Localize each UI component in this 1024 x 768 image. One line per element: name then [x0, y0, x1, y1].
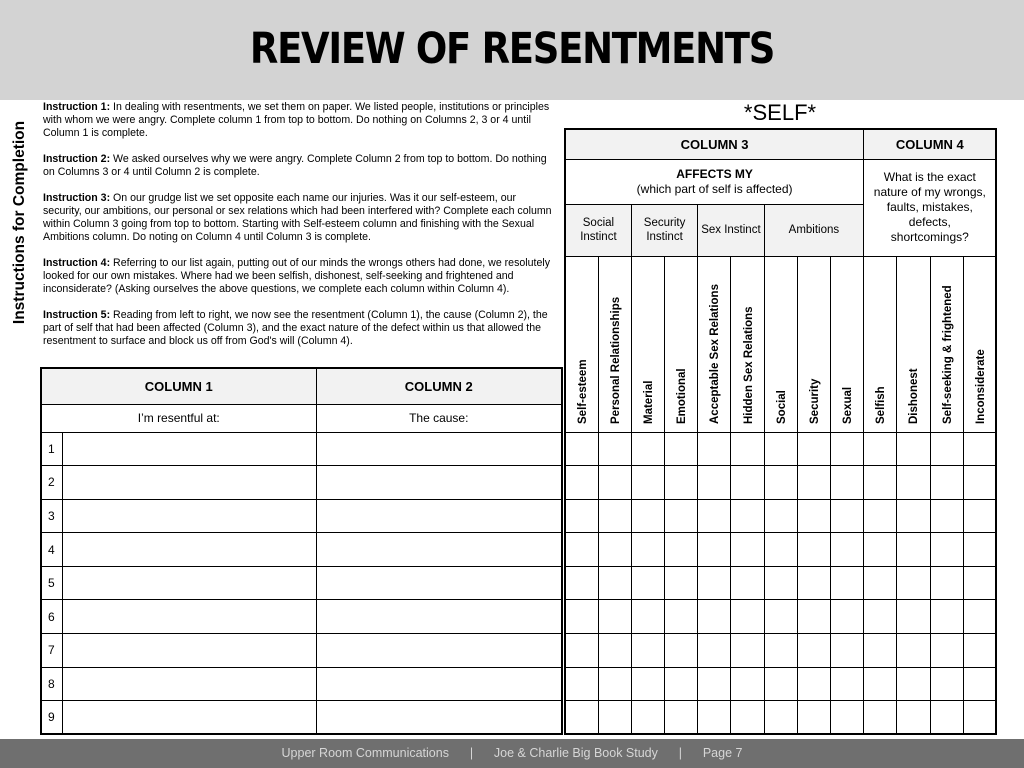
cause-cell[interactable]	[316, 701, 562, 735]
self-row	[565, 499, 996, 533]
checkbox-cell[interactable]	[831, 600, 864, 634]
cause-cell[interactable]	[316, 600, 562, 634]
checkbox-cell[interactable]	[797, 466, 830, 500]
checkbox-cell[interactable]	[897, 600, 930, 634]
self-table	[564, 128, 997, 735]
checkbox-cell[interactable]	[665, 499, 698, 533]
checkbox-cell[interactable]	[963, 566, 996, 600]
column-header-security: Security	[797, 256, 830, 432]
checkbox-cell[interactable]	[797, 701, 830, 735]
checkbox-cell[interactable]	[598, 701, 631, 735]
checkbox-cell[interactable]	[764, 566, 797, 600]
checkbox-cell[interactable]	[731, 533, 764, 567]
self-row	[565, 432, 996, 466]
column-header-hidden-sex-relations: Hidden Sex Relations	[731, 256, 764, 432]
checkbox-cell[interactable]	[897, 499, 930, 533]
resentment-cell[interactable]	[62, 466, 316, 500]
checkbox-cell[interactable]	[631, 432, 664, 466]
checkbox-cell[interactable]	[665, 600, 698, 634]
group-security-instinct: Security Instinct	[631, 204, 697, 256]
group-ambitions: Ambitions	[764, 204, 864, 256]
checkbox-cell[interactable]	[930, 566, 963, 600]
checkbox-cell[interactable]	[831, 533, 864, 567]
checkbox-cell[interactable]	[897, 566, 930, 600]
checkbox-cell[interactable]	[864, 667, 897, 701]
checkbox-cell[interactable]	[930, 499, 963, 533]
checkbox-cell[interactable]	[797, 566, 830, 600]
group-sex-instinct: Sex Instinct	[698, 204, 764, 256]
checkbox-cell[interactable]	[631, 701, 664, 735]
checkbox-cell[interactable]	[764, 667, 797, 701]
checkbox-cell[interactable]	[565, 533, 598, 567]
checkbox-cell[interactable]	[831, 634, 864, 668]
checkbox-cell[interactable]	[731, 566, 764, 600]
cause-cell[interactable]	[316, 667, 562, 701]
checkbox-cell[interactable]	[963, 667, 996, 701]
column-header-material: Material	[631, 256, 664, 432]
checkbox-cell[interactable]	[864, 634, 897, 668]
column-header-self-esteem: Self-esteem	[565, 256, 598, 432]
row-number: 1	[41, 432, 62, 466]
resentment-row	[41, 432, 562, 466]
checkbox-cell[interactable]	[963, 600, 996, 634]
column-2-header: COLUMN 2	[316, 368, 562, 404]
checkbox-cell[interactable]	[963, 432, 996, 466]
checkbox-cell[interactable]	[665, 634, 698, 668]
checkbox-cell[interactable]	[598, 466, 631, 500]
row-number: 6	[41, 600, 62, 634]
instruction-5: Instruction 5: Reading from left to right, we now see the resentment (Column 1), the cause (Column 2), the part of self that had been affected (Column 3), and the exact nature of the defect within us that allowed the resentment to surface and block us off from God's will (Column 4).	[43, 309, 548, 347]
checkbox-cell[interactable]	[665, 466, 698, 500]
column-header-acceptable-sex-relations: Acceptable Sex Relations	[698, 256, 731, 432]
checkbox-cell[interactable]	[864, 600, 897, 634]
cause-cell[interactable]	[316, 499, 562, 533]
row-number: 2	[41, 466, 62, 500]
checkbox-cell[interactable]	[897, 701, 930, 735]
checkbox-cell[interactable]	[864, 533, 897, 567]
instruction-1: Instruction 1: In dealing with resentments, we set them on paper. We listed people, institutions or principles with whom we were angry. Complete column 1 from top to bottom. Do nothing on Columns 2, 3 or 4 until Column 1 is complete.	[43, 101, 550, 139]
column-header-dishonest: Dishonest	[897, 256, 930, 432]
row-number: 8	[41, 667, 62, 701]
checkbox-cell[interactable]	[831, 432, 864, 466]
footer-separator-2: |	[678, 746, 682, 760]
checkbox-cell[interactable]	[565, 701, 598, 735]
resentment-row	[41, 701, 562, 735]
checkbox-cell[interactable]	[598, 432, 631, 466]
checkbox-cell[interactable]	[897, 533, 930, 567]
checkbox-cell[interactable]	[963, 533, 996, 567]
checkbox-cell[interactable]	[731, 600, 764, 634]
checkbox-cell[interactable]	[665, 566, 698, 600]
checkbox-cell[interactable]	[631, 466, 664, 500]
resentment-row	[41, 600, 562, 634]
row-number: 4	[41, 533, 62, 567]
checkbox-cell[interactable]	[897, 432, 930, 466]
column-4-header: COLUMN 4	[864, 129, 997, 159]
cause-cell[interactable]	[316, 634, 562, 668]
resentment-cell[interactable]	[62, 701, 316, 735]
footer-separator-1: |	[469, 746, 474, 760]
checkbox-cell[interactable]	[831, 566, 864, 600]
checkbox-cell[interactable]	[797, 634, 830, 668]
footer-org: Upper Room Communications	[281, 746, 449, 760]
group-social-instinct: Social Instinct	[565, 204, 631, 256]
footer-page: Page 7	[702, 746, 743, 760]
checkbox-cell[interactable]	[631, 667, 664, 701]
checkbox-cell[interactable]	[698, 701, 731, 735]
resentment-cell[interactable]	[62, 566, 316, 600]
checkbox-cell[interactable]	[930, 634, 963, 668]
checkbox-cell[interactable]	[731, 466, 764, 500]
resentment-row	[41, 466, 562, 500]
checkbox-cell[interactable]	[598, 566, 631, 600]
checkbox-cell[interactable]	[565, 634, 598, 668]
column-header-social: Social	[764, 256, 797, 432]
column-1-subheader: I’m resentful at:	[41, 404, 316, 432]
checkbox-cell[interactable]	[930, 466, 963, 500]
checkbox-cell[interactable]	[731, 667, 764, 701]
self-row	[565, 533, 996, 567]
column-header-self-seeking-frightened: Self-seeking & frightened	[930, 256, 963, 432]
self-row	[565, 466, 996, 500]
checkbox-cell[interactable]	[665, 667, 698, 701]
checkbox-cell[interactable]	[698, 634, 731, 668]
checkbox-cell[interactable]	[698, 667, 731, 701]
checkbox-cell[interactable]	[930, 533, 963, 567]
checkbox-cell[interactable]	[665, 701, 698, 735]
checkbox-cell[interactable]	[930, 701, 963, 735]
column-header-selfish: Selfish	[864, 256, 897, 432]
checkbox-cell[interactable]	[565, 600, 598, 634]
resentment-cell[interactable]	[62, 667, 316, 701]
resentment-cell[interactable]	[62, 634, 316, 668]
checkbox-cell[interactable]	[930, 432, 963, 466]
checkbox-cell[interactable]	[698, 466, 731, 500]
instruction-4: Instruction 4: Referring to our list again, putting out of our minds the wrongs others had done, we resolutely looked for our own mistakes. Where had we been selfish, dishonest, self-seeking and frightened and inconsiderate? (Asking ourselves the above questions, we complete each column within Column 4).	[43, 257, 550, 295]
checkbox-cell[interactable]	[698, 566, 731, 600]
page-title: REVIEW OF RESENTMENTS	[249, 24, 775, 74]
row-number: 5	[41, 566, 62, 600]
resentment-cell[interactable]	[62, 533, 316, 567]
checkbox-cell[interactable]	[731, 701, 764, 735]
checkbox-cell[interactable]	[897, 466, 930, 500]
resentment-cell[interactable]	[62, 432, 316, 466]
checkbox-cell[interactable]	[764, 600, 797, 634]
affects-header: AFFECTS MY (which part of self is affected)	[565, 159, 864, 204]
column-4-question: What is the exact nature of my wrongs, faults, mistakes, defects, shortcomings?	[864, 159, 997, 256]
resentment-row	[41, 499, 562, 533]
self-row	[565, 701, 996, 735]
row-number: 3	[41, 499, 62, 533]
checkbox-cell[interactable]	[631, 566, 664, 600]
checkbox-cell[interactable]	[831, 499, 864, 533]
instruction-3: Instruction 3: On our grudge list we set opposite each name our injuries. Was it our self-esteem, our security, our ambitions, our personal or sex relations which had been interfered with? Complete each column within Column 3 going from top to bottom. Starting with Self-esteem column and finishing with the Sexual Ambitions column. Do noting on Column 4 until Column 3 is complete.	[43, 192, 552, 243]
checkbox-cell[interactable]	[698, 600, 731, 634]
checkbox-cell[interactable]	[598, 499, 631, 533]
cause-cell[interactable]	[316, 566, 562, 600]
checkbox-cell[interactable]	[797, 432, 830, 466]
checkbox-cell[interactable]	[831, 466, 864, 500]
row-number: 9	[41, 701, 62, 735]
checkbox-cell[interactable]	[565, 667, 598, 701]
resentment-row	[41, 533, 562, 567]
checkbox-cell[interactable]	[864, 432, 897, 466]
checkbox-cell[interactable]	[963, 701, 996, 735]
checkbox-cell[interactable]	[565, 499, 598, 533]
self-row	[565, 667, 996, 701]
checkbox-cell[interactable]	[831, 701, 864, 735]
checkbox-cell[interactable]	[963, 499, 996, 533]
checkbox-cell[interactable]	[665, 533, 698, 567]
checkbox-cell[interactable]	[797, 667, 830, 701]
resentment-cell[interactable]	[62, 600, 316, 634]
checkbox-cell[interactable]	[731, 499, 764, 533]
checkbox-cell[interactable]	[598, 634, 631, 668]
checkbox-cell[interactable]	[698, 432, 731, 466]
checkbox-cell[interactable]	[631, 600, 664, 634]
checkbox-cell[interactable]	[864, 566, 897, 600]
resentment-table	[40, 367, 563, 735]
checkbox-cell[interactable]	[963, 634, 996, 668]
checkbox-cell[interactable]	[797, 600, 830, 634]
cause-cell[interactable]	[316, 466, 562, 500]
checkbox-cell[interactable]	[864, 499, 897, 533]
footer	[0, 739, 1024, 768]
checkbox-cell[interactable]	[565, 432, 598, 466]
checkbox-cell[interactable]	[797, 499, 830, 533]
resentment-row	[41, 634, 562, 668]
column-header-inconsiderate: Inconsiderate	[963, 256, 996, 432]
column-2-subheader: The cause:	[316, 404, 562, 432]
checkbox-cell[interactable]	[598, 533, 631, 567]
checkbox-cell[interactable]	[864, 466, 897, 500]
checkbox-cell[interactable]	[764, 499, 797, 533]
checkbox-cell[interactable]	[698, 499, 731, 533]
column-3-header: COLUMN 3	[565, 129, 864, 159]
self-row	[565, 600, 996, 634]
checkbox-cell[interactable]	[831, 667, 864, 701]
checkbox-cell[interactable]	[631, 634, 664, 668]
checkbox-cell[interactable]	[930, 600, 963, 634]
checkbox-cell[interactable]	[897, 667, 930, 701]
checkbox-cell[interactable]	[598, 600, 631, 634]
checkbox-cell[interactable]	[864, 701, 897, 735]
instruction-2: Instruction 2: We asked ourselves why we were angry. Complete Column 2 from top to bottom. Do nothing on Columns 3 or 4 until Column 2 is complete.	[43, 153, 547, 178]
footer-study: Joe & Charlie Big Book Study	[493, 746, 658, 760]
column-header-emotional: Emotional	[665, 256, 698, 432]
resentment-row	[41, 667, 562, 701]
instructions-block	[43, 101, 555, 361]
self-row	[565, 634, 996, 668]
checkbox-cell[interactable]	[764, 634, 797, 668]
self-row	[565, 566, 996, 600]
column-header-sexual: Sexual	[831, 256, 864, 432]
column-header-personal-relationships: Personal Relationships	[598, 256, 631, 432]
checkbox-cell[interactable]	[731, 634, 764, 668]
cause-cell[interactable]	[316, 432, 562, 466]
row-number: 7	[41, 634, 62, 668]
resentment-cell[interactable]	[62, 499, 316, 533]
checkbox-cell[interactable]	[797, 533, 830, 567]
sidebar-label: Instructions for Completion	[11, 120, 28, 325]
checkbox-cell[interactable]	[665, 432, 698, 466]
checkbox-cell[interactable]	[631, 533, 664, 567]
checkbox-cell[interactable]	[565, 566, 598, 600]
checkbox-cell[interactable]	[963, 466, 996, 500]
column-1-header: COLUMN 1	[41, 368, 316, 404]
checkbox-cell[interactable]	[930, 667, 963, 701]
checkbox-cell[interactable]	[897, 634, 930, 668]
checkbox-cell[interactable]	[764, 533, 797, 567]
checkbox-cell[interactable]	[631, 499, 664, 533]
cause-cell[interactable]	[316, 533, 562, 567]
checkbox-cell[interactable]	[731, 432, 764, 466]
checkbox-cell[interactable]	[565, 466, 598, 500]
checkbox-cell[interactable]	[698, 533, 731, 567]
self-label: *SELF*	[743, 100, 817, 125]
checkbox-cell[interactable]	[764, 432, 797, 466]
checkbox-cell[interactable]	[764, 466, 797, 500]
resentment-row	[41, 566, 562, 600]
checkbox-cell[interactable]	[598, 667, 631, 701]
checkbox-cell[interactable]	[764, 701, 797, 735]
